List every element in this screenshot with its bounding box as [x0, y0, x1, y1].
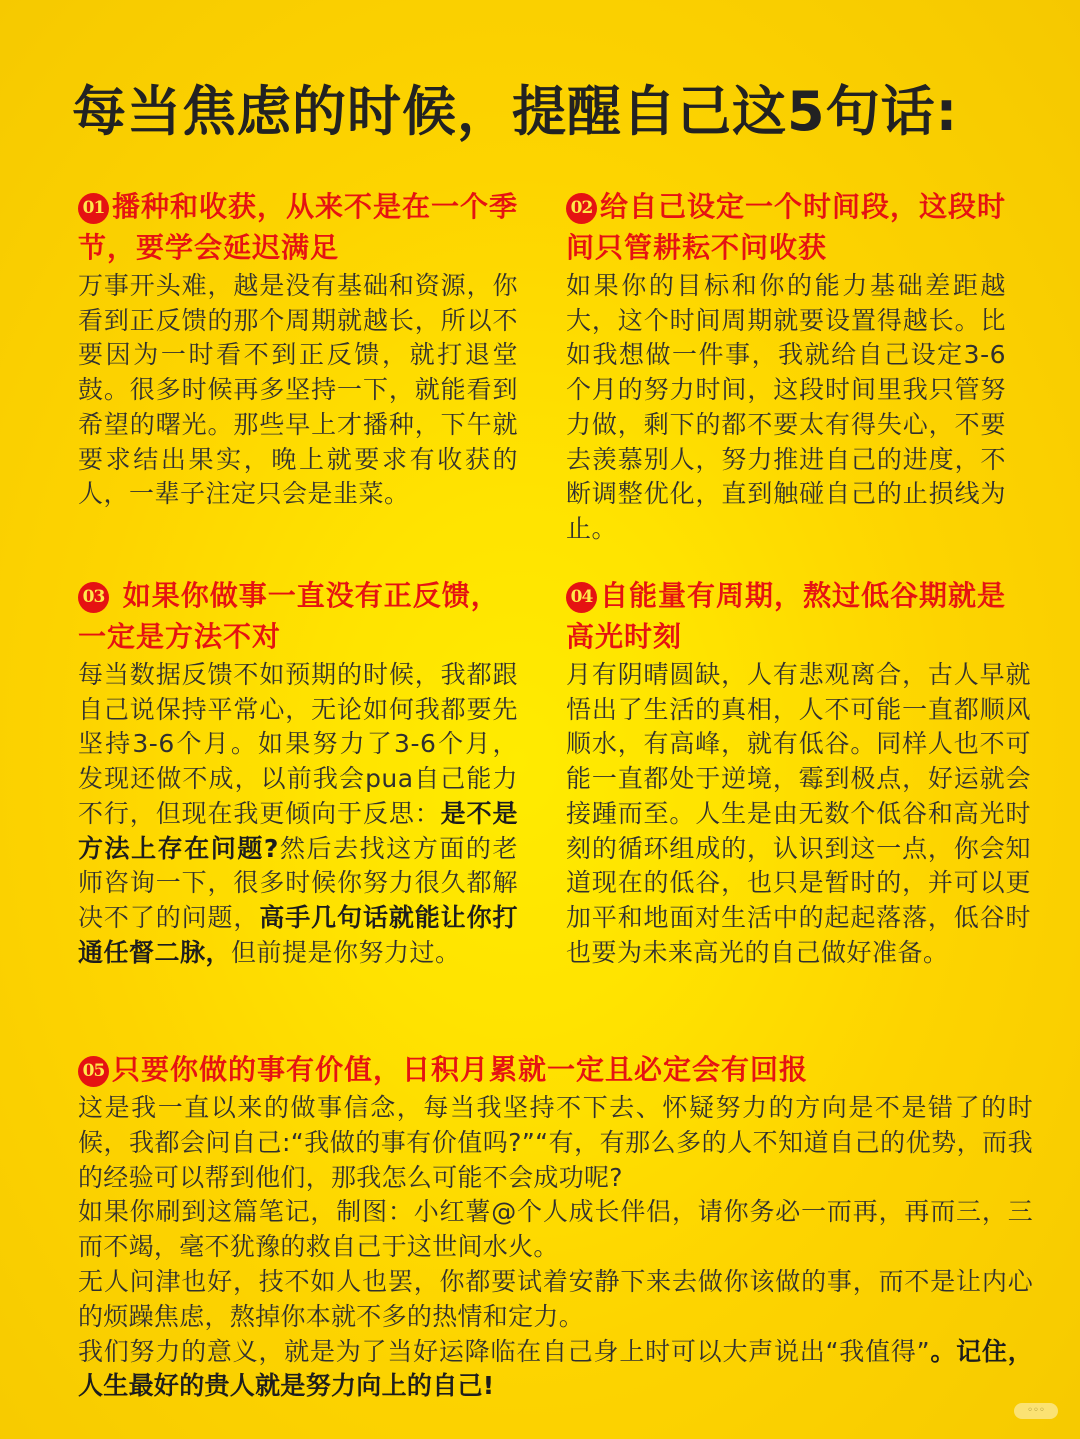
tip-section-4	[566, 575, 1031, 970]
tip-body-5-paragraph-4-text: 我们努力的意义，就是为了当好运降临在自己身上时可以大声说出“我值得”	[78, 1336, 930, 1366]
tip-heading-3	[78, 575, 518, 657]
number-badge-5: 05	[78, 1056, 109, 1087]
page-title: 每当焦虑的时候，提醒自己这5句话:	[72, 80, 959, 143]
tip-heading-text-1: 播种和收获，从来不是在一个季节，要学会延迟满足	[78, 190, 519, 264]
number-badge-1: 01	[78, 193, 109, 224]
tip-heading-text-2: 给自己设定一个时间段，这段时间只管耕耘不问收获	[566, 190, 1007, 264]
tip-heading-1	[78, 186, 518, 268]
tip-section-1	[78, 186, 518, 512]
tip-body-3-emphasis-2: 高手几句话就能让你打通任督二脉，	[78, 902, 518, 967]
tip-heading-text-4: 自能量有周期，熬过低谷期就是高光时刻	[566, 579, 1007, 653]
tip-body-3-part-c: 但前提是你努力过。	[231, 937, 461, 967]
number-badge-3: 03	[78, 582, 109, 613]
tip-body-2: 如果你的目标和你的能力基础差距越大，这个时间周期就要设置得越长。比如我想做一件事，我就给自己设定3-6个月的努力时间，这段时间里我只管努力做，剩下的都不要太有得失心，不要去羡慕别人，努力推进自己的进度，不断调整优化，直到触碰自己的止损线为止。	[566, 271, 1006, 543]
tip-body-4: 月有阴晴圆缺，人有悲观离合，古人早就悟出了生活的真相，人不可能一直都顺风顺水，有高峰，就有低谷。同样人也不可能一直都处于逆境，霉到极点，好运就会接踵而至。人生是由无数个低谷和高光时刻的循环组成的，认识到这一点，你会知道现在的低谷，也只是暂时的，并可以更加平和地面对生活中的起起落落，低谷时也要为未来高光的自己做好准备。	[566, 660, 1031, 967]
tip-body-3-emphasis-1: 是不是方法上存在问题?	[78, 798, 518, 863]
tip-section-3	[78, 575, 518, 970]
number-badge-2: 02	[566, 193, 597, 224]
tip-body-1: 万事开头难，越是没有基础和资源，你看到正反馈的那个周期就越长，所以不要因为一时看不到正反馈，就打退堂鼓。很多时候再多坚持一下，就能看到希望的曙光。那些早上才播种，下午就要求结出果实，晚上就要求有收获的人，一辈子注定只会是韭菜。	[78, 271, 518, 509]
tip-body-3	[78, 658, 518, 970]
watermark-icon: ◦◦◦	[1014, 1403, 1058, 1419]
tip-heading-text-5: 只要你做的事有价值，日积月累就一定且必定会有回报	[112, 1053, 809, 1086]
tip-heading-2	[566, 186, 1006, 268]
tip-body-3-part-b: 然后去找这方面的老师咨询一下，很多时候你努力很久都解决不了的问题，	[78, 833, 518, 932]
tip-heading-4	[566, 575, 1031, 657]
tip-body-5-paragraph-3: 无人问津也好，技不如人也罢，你都要试着安静下来去做你该做的事，而不是让内心的烦躁焦虑，熬掉你本就不多的热情和定力。	[78, 1266, 1033, 1331]
tip-body-5-paragraph-1: 这是我一直以来的做事信念，每当我坚持不下去、怀疑努力的方向是不是错了的时候，我都会问自己:“我做的事有价值吗?”“有，有那么多的人不知道自己的优势，而我的经验可以帮到他们，那我怎么可能不会成功呢?	[78, 1093, 1033, 1192]
tip-body-5-paragraph-2: 如果你刷到这篇笔记，制图：小红薯@个人成长伴侣，请你务必一而再，再而三，三而不竭，毫不犹豫的救自己于这世间水火。	[78, 1197, 1033, 1262]
tip-section-2	[566, 186, 1006, 547]
tip-body-5-closing-emphasis: 。记住，人生最好的贵人就是努力向上的自己!	[78, 1336, 1034, 1401]
tip-heading-5	[78, 1049, 1033, 1090]
tip-body-5	[78, 1091, 1033, 1404]
tip-heading-text-3: 如果你做事一直没有正反馈，一定是方法不对	[78, 579, 500, 653]
tip-section-5	[78, 1049, 1033, 1404]
tip-body-5-paragraph-4	[78, 1335, 1033, 1405]
number-badge-4: 04	[566, 582, 597, 613]
tip-body-3-part-a: 每当数据反馈不如预期的时候，我都跟自己说保持平常心，无论如何我都要先坚持3-6个月。如果努力了3-6个月，发现还做不成，以前我会pua自己能力不行，但现在我更倾向于反思：	[78, 660, 518, 828]
